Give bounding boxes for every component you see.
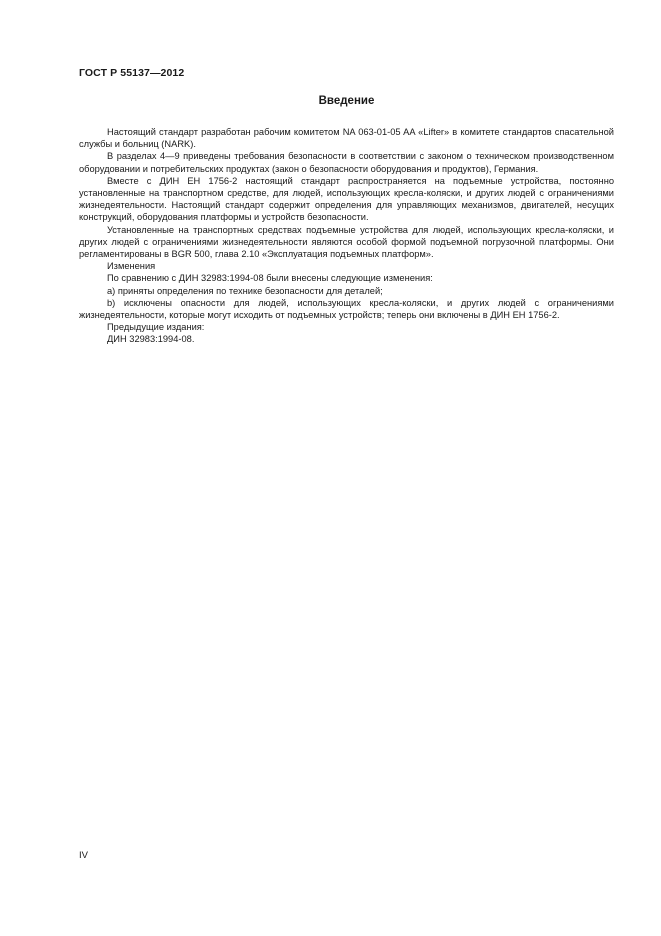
- paragraph: ДИН 32983:1994-08.: [107, 334, 195, 345]
- paragraph: По сравнению с ДИН 32983:1994-08 были внесены следующие изменения:: [107, 273, 433, 284]
- previous-editions-heading: Предыдущие издания:: [107, 322, 205, 333]
- paragraph: Настоящий стандарт разработан рабочим комитетом NA 063-01-05 AA «Lifter» в комитете стандартов спасательной службы и больниц (NARK).: [79, 127, 614, 150]
- section-title: Введение: [318, 95, 375, 107]
- paragraph: Вместе с ДИН ЕН 1756-2 настоящий стандарт распространяется на подъемные устройства, постоянно установленные на транспортном средстве, для людей, использующих кресла-коляски, и других людей с ограничениями жизнедеятельности. Настоящий стандарт содержит определения для управляющих механизмов, двигателей, несущих конструкций, оборудования платформы и устройств безопасности.: [79, 175, 614, 223]
- body-text: [79, 126, 614, 346]
- changes-heading: Изменения: [107, 261, 156, 272]
- page-number: IV: [79, 850, 88, 861]
- list-item: b) исключены опасности для людей, использующих кресла-коляски, и других людей с ограничениями жизнедеятельности, которые могут исходить от подъемных устройств; теперь они включены в ДИН ЕН 1756-2.: [79, 297, 614, 321]
- paragraph: Установленные на транспортных средствах подъемные устройства для людей, использующих кресла-коляски, и других людей с ограничениями жизнедеятельности являются особой формой подъемной погрузочной платформы. Они регламентированы в BGR 500, глава 2.10 «Эксплуатация подъемных платформ».: [79, 224, 614, 260]
- list-item: a) приняты определения по технике безопасности для деталей;: [107, 285, 383, 296]
- paragraph: В разделах 4—9 приведены требования безопасности в соответствии с законом о техническом производственном оборудовании и потребительских продуктах (закон о безопасности оборудования и продуктов), Германия.: [79, 151, 614, 174]
- document-code-header: ГОСТ Р 55137—2012: [79, 67, 185, 79]
